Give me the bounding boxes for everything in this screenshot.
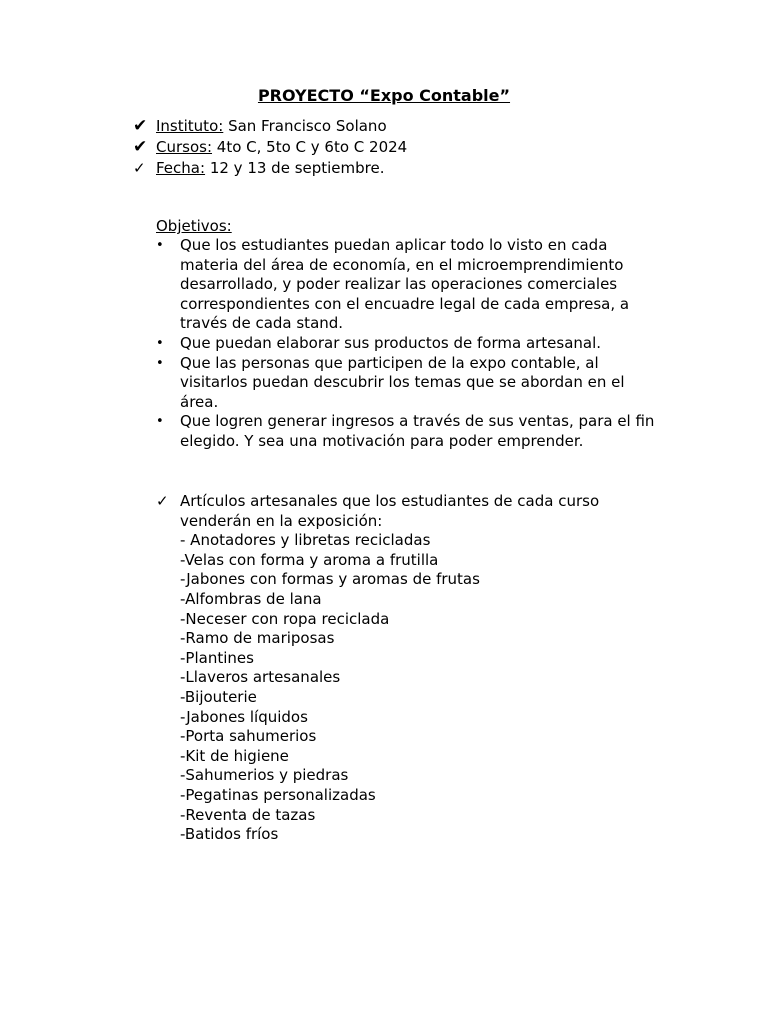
bullet-icon: • <box>156 238 164 253</box>
objective-text: Que las personas que participen de la expo contable, al visitarlos puedan descubrir los temas que se abordan en el área. <box>180 353 625 411</box>
list-item: -Neceser con ropa reciclada <box>180 609 390 628</box>
list-item: -Porta sahumerios <box>180 727 317 746</box>
list-item: - Anotadores y libretas recicladas <box>180 531 431 550</box>
objective-text: Que los estudiantes puedan aplicar todo lo visto en cada materia del área de economía, en el microemprendimiento desarrollado, y poder realizar las operaciones comerciales correspondientes con el encuadre legal de cada empresa, a través de cada stand. <box>180 236 630 333</box>
articles-intro <box>156 492 656 531</box>
info-value: 12 y 13 de septiembre. <box>205 159 385 177</box>
list-item: -Sahumerios y piedras <box>180 766 349 785</box>
info-value: San Francisco Solano <box>223 117 387 135</box>
list-item: -Batidos fríos <box>180 825 279 844</box>
list-item <box>156 334 656 354</box>
bullet-icon: • <box>156 414 164 430</box>
list-item: -Llaveros artesanales <box>180 668 341 687</box>
info-item-fecha <box>133 158 407 179</box>
document-title: PROYECTO “Expo Contable” <box>257 86 511 105</box>
info-label: Instituto: <box>156 117 224 135</box>
articles-intro-text: Artículos artesanales que los estudiantes de cada curso venderán en la exposición: <box>180 492 600 530</box>
bullet-icon: • <box>156 335 164 351</box>
list-item: -Plantines <box>180 648 254 667</box>
checkmark-icon: ✔ <box>133 137 148 157</box>
list-item: -Alfombras de lana <box>180 589 322 608</box>
checkmark-icon: ✓ <box>156 492 169 510</box>
checkmark-icon: ✓ <box>133 159 146 177</box>
list-item: -Pegatinas personalizadas <box>180 785 376 804</box>
info-label: Fecha: <box>156 159 206 177</box>
list-item: -Jabones líquidos <box>180 707 308 726</box>
objectives-list <box>156 236 656 452</box>
list-item: -Ramo de mariposas <box>180 629 335 648</box>
project-info-list <box>133 116 407 179</box>
info-value: 4to C, 5to C y 6to C 2024 <box>212 138 408 156</box>
list-item: -Kit de higiene <box>180 746 289 765</box>
objective-text: Que puedan elaborar sus productos de forma artesanal. <box>180 333 602 352</box>
list-item <box>156 236 656 334</box>
list-item: -Reventa de tazas <box>180 805 316 824</box>
objective-text: Que logren generar ingresos a través de sus ventas, para el fin elegido. Y sea una motivación para poder emprender. <box>180 412 655 450</box>
list-item <box>156 354 656 413</box>
articles-section <box>156 492 656 845</box>
list-item: -Bijouterie <box>180 687 257 706</box>
list-item: -Jabones con formas y aromas de frutas <box>180 570 480 589</box>
articles-list <box>156 531 656 845</box>
bullet-icon: • <box>156 355 164 371</box>
info-item-cursos <box>133 137 407 158</box>
list-item <box>156 412 656 451</box>
checkmark-icon: ✔ <box>133 116 148 136</box>
list-item: -Velas con forma y aroma a frutilla <box>180 550 439 569</box>
objectives-heading: Objetivos: <box>156 217 232 235</box>
info-item-instituto <box>133 116 407 137</box>
info-label: Cursos: <box>156 138 213 156</box>
